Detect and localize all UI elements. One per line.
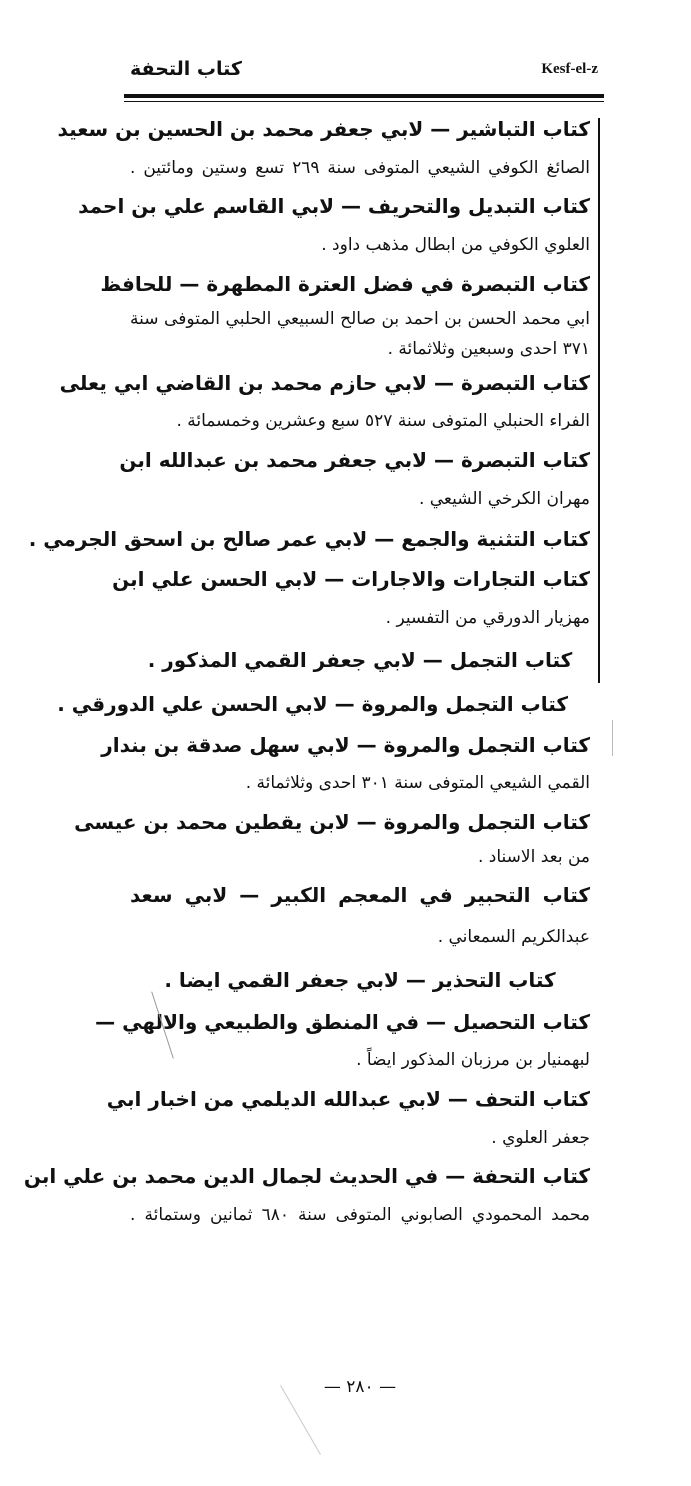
- entry-line: الصائغ الكوفي الشيعي المتوفى سنة ٢٦٩ تسع وستين ومائتين .: [130, 157, 590, 178]
- entry-line: العلوي الكوفي من ابطال مذهب داود .: [321, 235, 590, 256]
- entry-line: كتاب التحذير — لابي جعفر القمي ايضا .: [164, 967, 556, 992]
- entry: [112, 560, 590, 637]
- margin-rule: [598, 118, 600, 683]
- entry-line: القمي الشيعي المتوفى سنة ٣٠١ احدى وثلاثمائة .: [245, 773, 590, 794]
- entry-line: محمد المحمودي الصابوني المتوفى سنة ٦٨٠ ثمانين وستمائة .: [130, 1205, 590, 1226]
- entry-line: جعفر العلوي .: [491, 1127, 590, 1148]
- entry: [28, 518, 590, 560]
- entry-line: من بعد الاسناد .: [477, 846, 590, 867]
- entry: [119, 441, 590, 518]
- entry-line: ابي محمد الحسن بن احمد بن صالح السبيعي الحلبي المتوفى سنة: [130, 308, 590, 329]
- entry-line: كتاب التجمل — لابي جعفر القمي المذكور .: [147, 647, 573, 672]
- entry-line: كتاب التبصرة في فضل العترة المطهرة — للحافظ: [100, 271, 590, 296]
- entry-line: كتاب التبديل والتحريف — لابي القاسم علي بن احمد: [78, 194, 590, 219]
- entry-line: مهران الكرخي الشيعي .: [418, 488, 590, 509]
- volume-label: Kesf-el-z: [541, 61, 598, 77]
- header-rule-thick: [124, 94, 604, 98]
- entry: [95, 1003, 590, 1080]
- entry-line: كتاب التحبير في المعجم الكبير — لابي سعد: [130, 882, 590, 907]
- entry-line: كتاب التثنية والجمع — لابي عمر صالح بن اسحق الجرمي .: [28, 527, 590, 552]
- page-number: — ٢٨٠ —: [323, 1377, 397, 1397]
- entry-line: مهزيار الدورقي من التفسير .: [385, 608, 590, 629]
- entries-list: [23, 110, 590, 1235]
- entry: [57, 682, 590, 726]
- entry: [101, 726, 590, 803]
- entry-line: لبهمنيار بن مرزبان المذكور ايضاً .: [356, 1050, 590, 1071]
- entry: [130, 872, 590, 957]
- running-title: كتاب التحفة: [130, 58, 242, 80]
- header-rule-thin: [124, 101, 604, 102]
- entry: [130, 957, 590, 1003]
- entry-line: كتاب التبصرة — لابي حازم محمد بن القاضي ابي يعلى: [59, 370, 590, 395]
- entry-line: ٣٧١ احدى وسبعين وثلاثمائة .: [387, 338, 590, 359]
- entry-line: عبدالكريم السمعاني .: [437, 926, 590, 947]
- entry-line: كتاب التحف — لابي عبدالله الديلمي من اخبار ابي: [106, 1086, 590, 1111]
- entry: [106, 1080, 590, 1157]
- entry: [57, 110, 590, 187]
- entry-line: كتاب التجمل والمروة — لابي الحسن علي الدورقي .: [57, 691, 568, 716]
- scan-mark: [612, 720, 613, 756]
- entry-line: كتاب التباشير — لابي جعفر محمد بن الحسين بن سعيد: [57, 117, 590, 141]
- entry-line: كتاب التجمل والمروة — لابن يقطين محمد بن عيسى: [74, 810, 590, 835]
- entry-line: كتاب التحفة — في الحديث لجمال الدين محمد بن علي ابن: [23, 1164, 590, 1189]
- entry: [130, 638, 590, 682]
- entry: [74, 803, 590, 872]
- entry: [78, 187, 590, 264]
- entry-line: كتاب التبصرة — لابي جعفر محمد بن عبدالله ابن: [119, 447, 590, 472]
- page-header: [130, 58, 598, 92]
- entry: [23, 1157, 590, 1234]
- entry-line: كتاب التجمل والمروة — لابي سهل صدقة بن بندار: [101, 732, 590, 757]
- entry-line: كتاب التجارات والاجارات — لابي الحسن علي ابن: [112, 567, 590, 592]
- entry: [100, 265, 590, 364]
- entry-line: الفراء الحنبلي المتوفى سنة ٥٢٧ سبع وعشرين وخمسمائة .: [176, 411, 590, 432]
- entry-line: كتاب التحصيل — في المنطق والطبيعي والالهي —: [95, 1009, 590, 1034]
- entry: [59, 364, 590, 441]
